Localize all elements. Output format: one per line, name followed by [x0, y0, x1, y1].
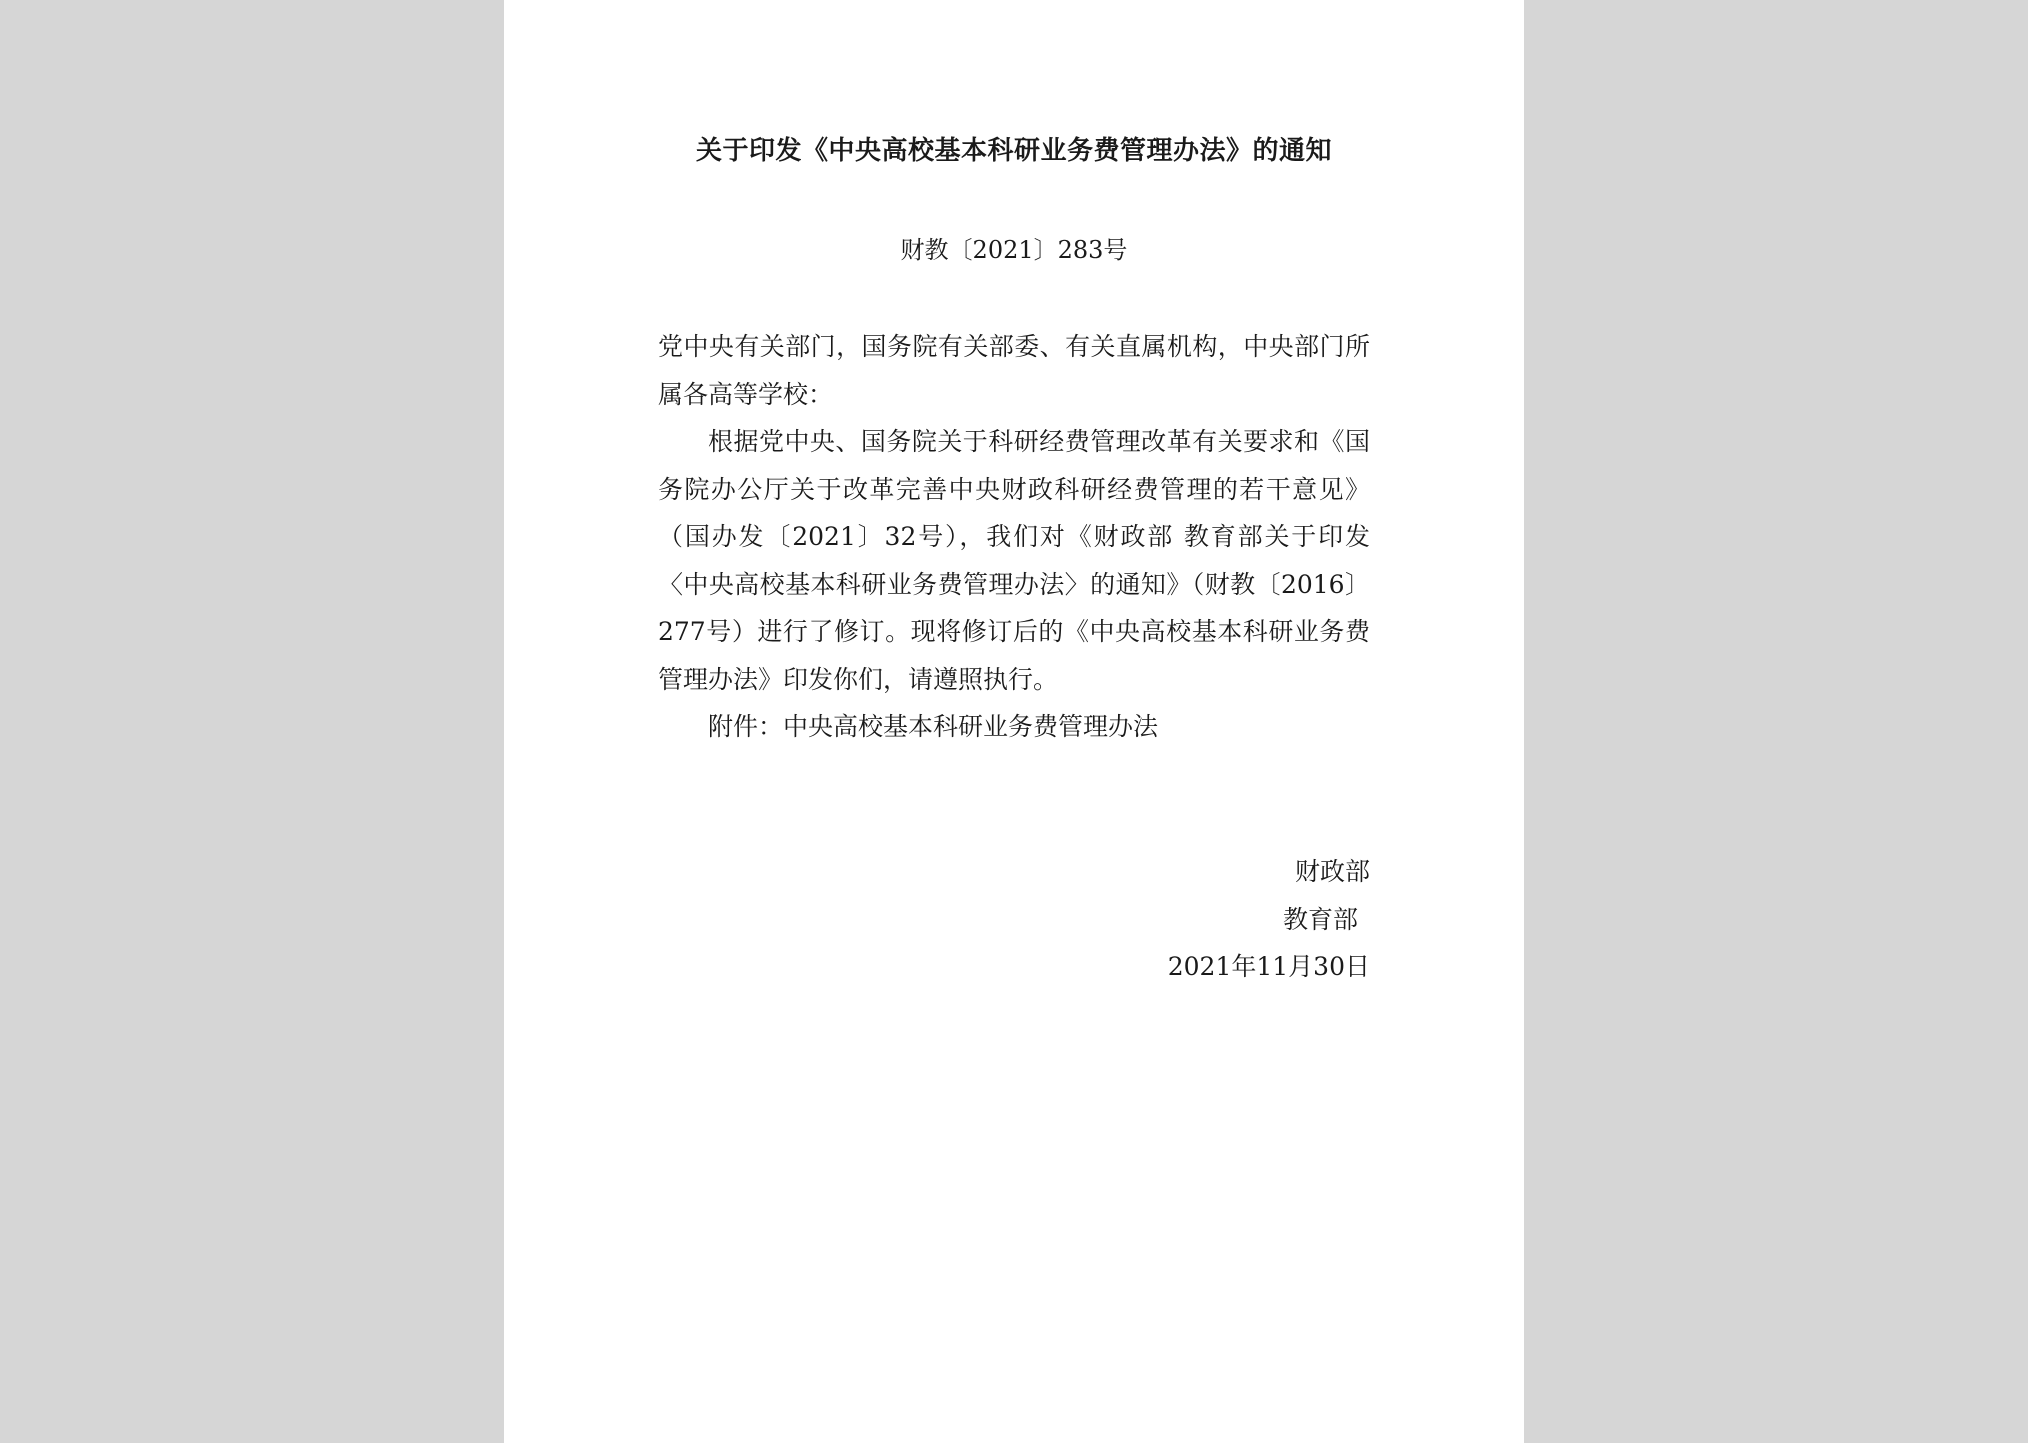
issue-date: 2021年11月30日	[1167, 952, 1370, 981]
signature-block	[658, 848, 1370, 991]
issuer-ministry-of-education: 教育部	[1282, 904, 1358, 934]
document-number: 财教〔2021〕283号	[900, 236, 1128, 264]
document-page	[504, 0, 1524, 1443]
issuer-ministry-of-finance: 财政部	[1294, 857, 1370, 886]
document-title: 关于印发《中央高校基本科研业务费管理办法》的通知	[695, 136, 1332, 166]
attachment-line: 附件：中央高校基本科研业务费管理办法	[708, 712, 1159, 741]
addressee: 党中央有关部门，国务院有关部委、有关直属机构，中央部门所属各高等学校：	[658, 332, 1370, 409]
document-body	[658, 323, 1370, 751]
body-paragraph: 根据党中央、国务院关于科研经费管理改革有关要求和《国务院办公厅关于改革完善中央财政科研经费管理的若干意见》（国办发〔2021〕32号），我们对《财政部 教育部关于印发〈中央高校基本科研业务费管理办法〉的通知》（财教〔2016〕277号）进行了修订。现将修订后的《中央高校基本科研业务费管理办法》印发你们，请遵照执行。	[658, 427, 1370, 694]
